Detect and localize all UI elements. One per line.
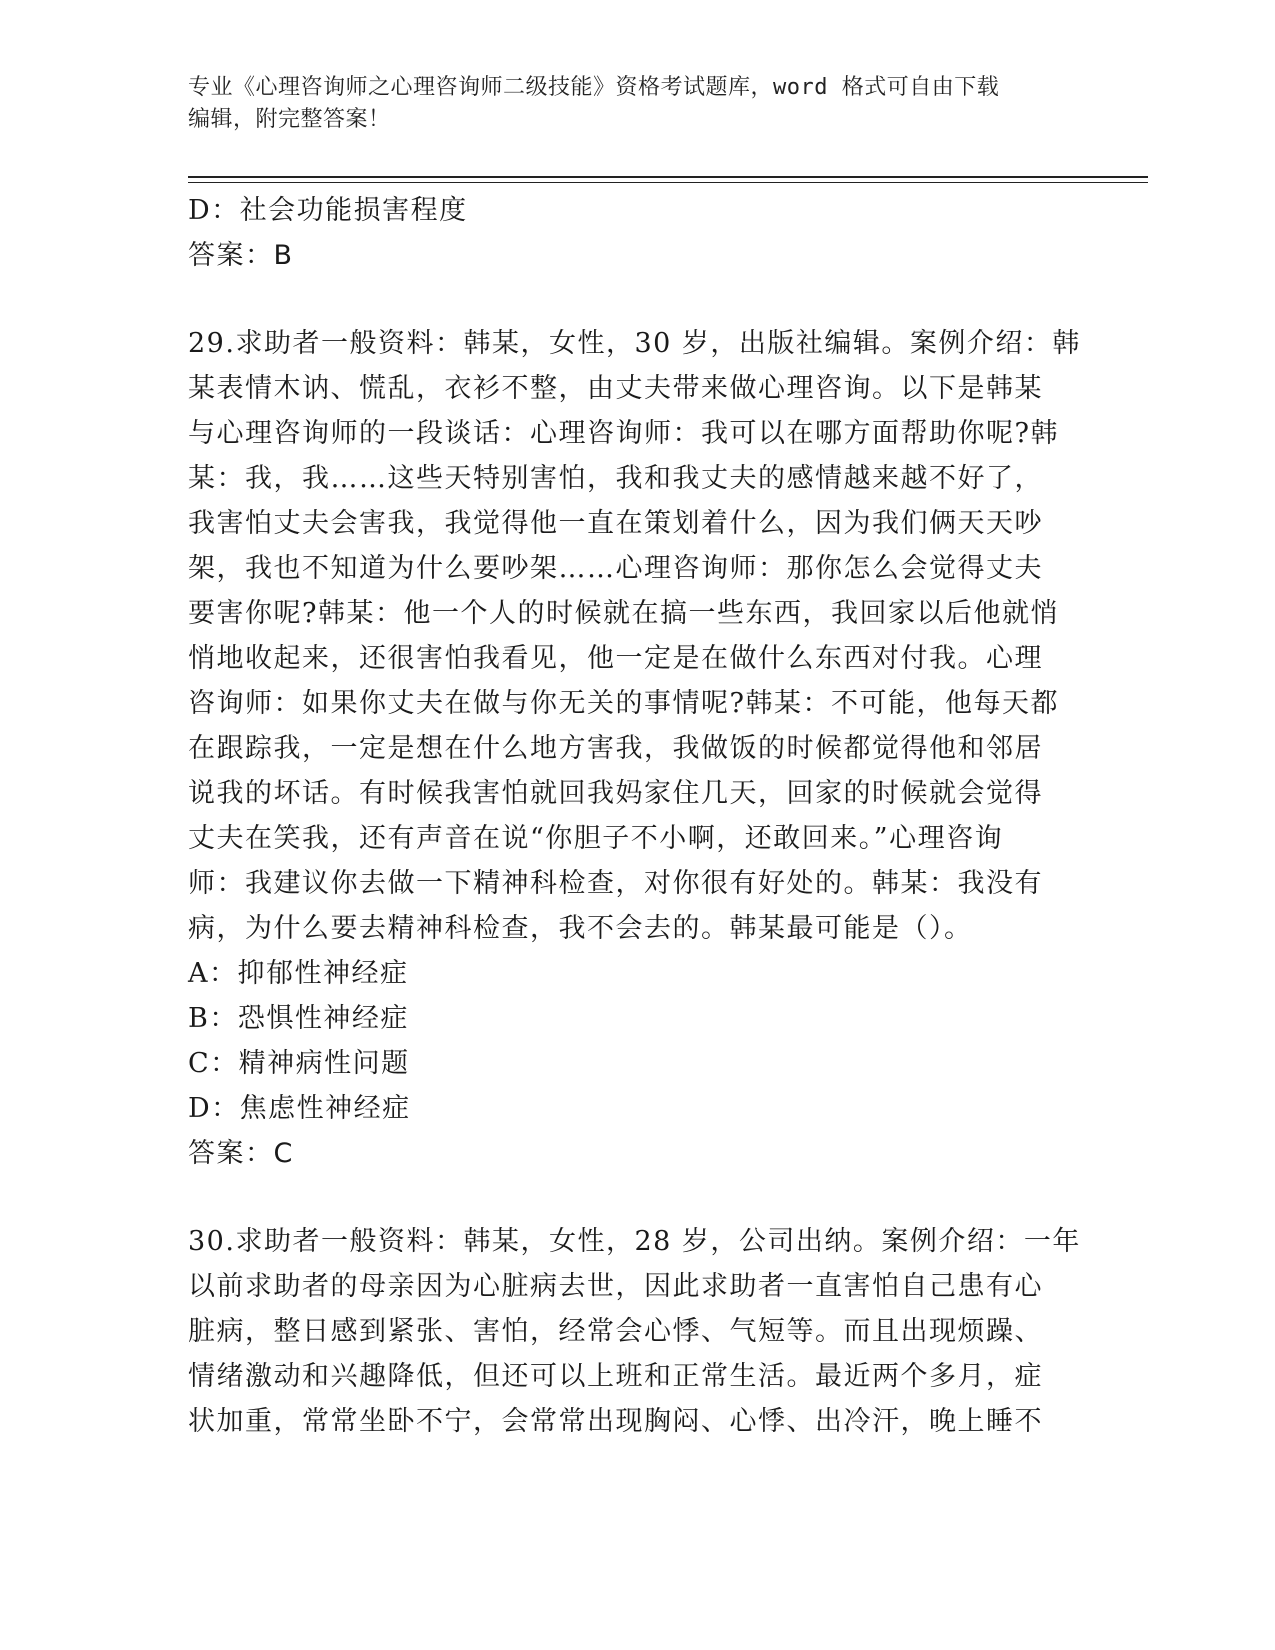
prev-answer: 答案：B xyxy=(188,240,294,271)
header-divider-thin xyxy=(188,182,1148,183)
question-line: 29.求助者一般资料：韩某，女性，30 岁，出版社编辑。案例介绍：韩 xyxy=(188,328,1081,359)
option-b: B：恐惧性神经症 xyxy=(188,1003,409,1034)
question-line: 某：我，我……这些天特别害怕，我和我丈夫的感情越来越不好了， xyxy=(188,463,1043,494)
question-line: 我害怕丈夫会害我，我觉得他一直在策划着什么，因为我们俩天天吵 xyxy=(188,508,1043,539)
document-body xyxy=(188,188,1093,1444)
question-line: 咨询师：如果你丈夫在做与你无关的事情呢?韩某：不可能，他每天都 xyxy=(188,688,1059,719)
prev-option-d: D：社会功能损害程度 xyxy=(188,195,468,226)
question-line: 脏病，整日感到紧张、害怕，经常会心悸、气短等。而且出现烦躁、 xyxy=(188,1316,1043,1347)
header-line-1: 专业《心理咨询师之心理咨询师二级技能》资格考试题库，word 格式可自由下载 xyxy=(188,75,1000,100)
question-line: 悄地收起来，还很害怕我看见，他一定是在做什么东西对付我。心理 xyxy=(188,643,1043,674)
spacer xyxy=(188,1176,1093,1219)
question-line: 架，我也不知道为什么要吵架……心理咨询师：那你怎么会觉得丈夫 xyxy=(188,553,1043,584)
question-line: 以前求助者的母亲因为心脏病去世，因此求助者一直害怕自己患有心 xyxy=(188,1271,1043,1302)
question-line: 在跟踪我，一定是想在什么地方害我，我做饭的时候都觉得他和邻居 xyxy=(188,733,1043,764)
question-line: 与心理咨询师的一段谈话：心理咨询师：我可以在哪方面帮助你呢?韩 xyxy=(188,418,1059,449)
question-line: 丈夫在笑我，还有声音在说“你胆子不小啊，还敢回来。”心理咨询 xyxy=(188,823,1004,854)
question-line: 要害你呢?韩某：他一个人的时候就在搞一些东西，我回家以后他就悄 xyxy=(188,598,1059,629)
page-header xyxy=(188,72,1088,136)
question-line: 某表情木讷、慌乱，衣衫不整，由丈夫带来做心理咨询。以下是韩某 xyxy=(188,373,1043,404)
option-c: C：精神病性问题 xyxy=(188,1048,410,1079)
answer: 答案：C xyxy=(188,1138,294,1169)
question-29 xyxy=(188,321,1093,1176)
question-line: 30.求助者一般资料：韩某，女性，28 岁，公司出纳。案例介绍：一年 xyxy=(188,1226,1081,1257)
question-line: 病，为什么要去精神科检查，我不会去的。韩某最可能是（）。 xyxy=(188,913,973,944)
header-divider-thick xyxy=(188,176,1148,178)
option-a: A：抑郁性神经症 xyxy=(188,958,409,989)
question-30 xyxy=(188,1219,1093,1444)
question-line: 情绪激动和兴趣降低，但还可以上班和正常生活。最近两个多月，症 xyxy=(188,1361,1043,1392)
spacer xyxy=(188,278,1093,321)
question-line: 师：我建议你去做一下精神科检查，对你很有好处的。韩某：我没有 xyxy=(188,868,1043,899)
header-line-2: 编辑，附完整答案！ xyxy=(188,107,391,132)
question-line: 说我的坏话。有时候我害怕就回我妈家住几天，回家的时候就会觉得 xyxy=(188,778,1043,809)
option-d: D：焦虑性神经症 xyxy=(188,1093,411,1124)
question-line: 状加重，常常坐卧不宁，会常常出现胸闷、心悸、出冷汗，晚上睡不 xyxy=(188,1406,1043,1437)
